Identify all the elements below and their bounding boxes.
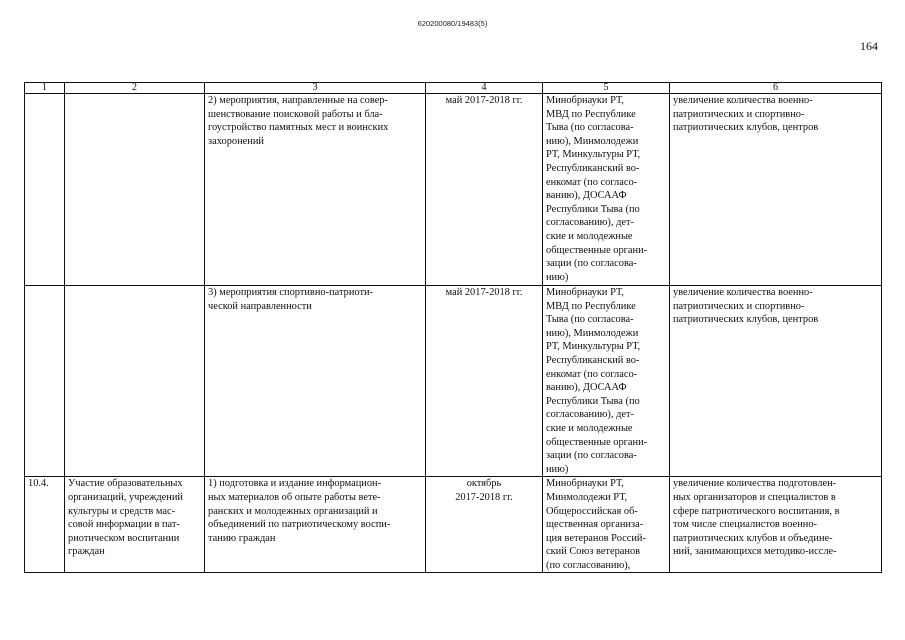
cell-period: май 2017-2018 гг. [426, 286, 543, 477]
table-row [25, 477, 882, 573]
cell-executors: Минобрнауки РТ, МВД по Республике Тыва (по согласова- нию), Минмолодежи РТ, Минкультуры РТ, Республиканский во- енкомат (по согласо- ванию), ДОСААФ Республики Тыва (по согласованию), дет- ские и молодежные общественные органи- зации (по согласова- нию) [543, 286, 670, 477]
cell-result: увеличение количества подготовлен- ных организаторов и специалистов в сфере патриотического воспитания, в том числе специалистов военно- патриотических клубов и объедине- ний, занимающихся методико-иссле- [670, 477, 882, 573]
document-id: 620200080/19483(5) [417, 19, 488, 28]
table-row [25, 286, 882, 477]
cell-activity: 2) мероприятия, направленные на совер- шенствование поисковой работы и бла- гоустройство памятных мест и воинских захоронений [205, 94, 426, 286]
cell-period: октябрь 2017-2018 гг. [426, 477, 543, 573]
cell-activity: 1) подготовка и издание информацион- ных материалов об опыте работы вете- ранских и молодежных организаций и объединений по патриотическому воспи- танию граждан [205, 477, 426, 573]
cell-result: увеличение количества военно- патриотических и спортивно- патриотических клубов, центров [670, 94, 882, 286]
column-header: 1 [25, 83, 65, 94]
column-header: 6 [670, 83, 882, 94]
column-header: 5 [543, 83, 670, 94]
cell-period: май 2017-2018 гг. [426, 94, 543, 286]
table-row [25, 94, 882, 286]
cell-name [65, 94, 205, 286]
table-header-row [25, 83, 882, 94]
cell-name: Участие образовательных организаций, учреждений культуры и средств мас- совой информации в пат- риотическом воспитании граждан [65, 477, 205, 573]
cell-name [65, 286, 205, 477]
cell-executors: Минобрнауки РТ, Минмолодежи РТ, Общероссийская об- щественная организа- ция ветеранов Россий- ский Союз ветеранов (по согласованию), [543, 477, 670, 573]
cell-activity: 3) мероприятия спортивно-патриоти- ческой направленности [205, 286, 426, 477]
cell-number [25, 94, 65, 286]
cell-number [25, 286, 65, 477]
plan-table [24, 82, 882, 573]
page-number: 164 [860, 39, 878, 53]
cell-executors: Минобрнауки РТ, МВД по Республике Тыва (по согласова- нию), Минмолодежи РТ, Минкультуры РТ, Республиканский во- енкомат (по согласо- ванию), ДОСААФ Республики Тыва (по согласованию), дет- ские и молодежные общественные органи- зации (по согласова- нию) [543, 94, 670, 286]
column-header: 4 [426, 83, 543, 94]
column-header: 2 [65, 83, 205, 94]
cell-result: увеличение количества военно- патриотических и спортивно- патриотических клубов, центров [670, 286, 882, 477]
cell-number: 10.4. [25, 477, 65, 573]
column-header: 3 [205, 83, 426, 94]
